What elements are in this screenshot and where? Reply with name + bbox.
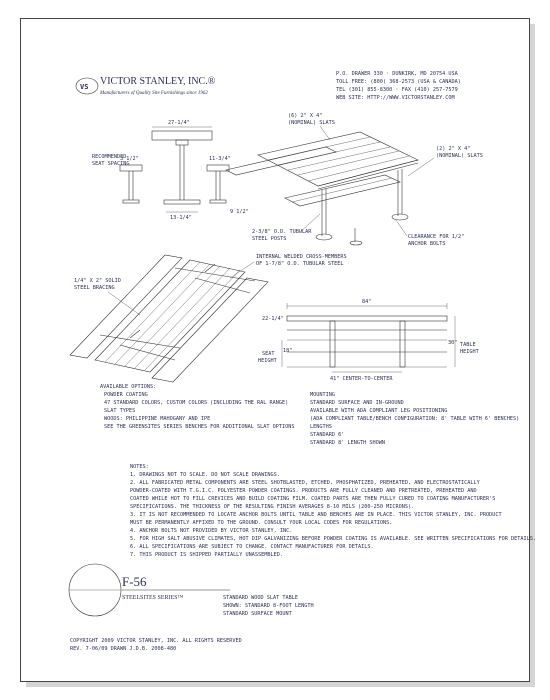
footer-block — [70, 638, 242, 652]
callout-cross-2: OF 1-7/8" O.D. TUBULAR STEEL — [256, 261, 344, 267]
contact-line-1: P.O. DRAWER 330 · DUNKIRK, MD 20754 USA — [336, 71, 458, 77]
dim-seat-spacing: 3 1/2" — [120, 156, 139, 162]
svg-text:SEE THE GREENSITES SERIES BE: SEE THE GREENSITES SERIES BENCHES FOR ADDITIONAL SLAT OPTIONS — [104, 424, 295, 430]
svg-text:2. ALL FABRICATED METAL COMPO: 2. ALL FABRICATED METAL COMPONENTS ARE STEEL SHOTBLASTED, ETCHED, PHOSPHATIZED, PREHEATED, AND ELECTROSTATICALLY — [130, 480, 480, 486]
dim-seat-height: 18" — [283, 348, 293, 354]
contact-line-2: TOLL FREE: (800) 368-2573 (USA & CANADA) — [336, 79, 461, 85]
seat-height-label-1: SEAT — [262, 351, 275, 357]
dim-base: 13-1/4" — [170, 215, 192, 221]
svg-text:STANDARD WOOD SLAT TABLE: STANDARD WOOD SLAT TABLE — [223, 595, 298, 601]
svg-text:47 STANDARD COLORS, CUSTOM COL: 47 STANDARD COLORS, CUSTOM COLORS (INCLUDING THE RAL RANGE) — [104, 400, 289, 406]
callout-slats-1: (6) 2" X 4" — [288, 113, 323, 119]
mounting-heading: MOUNTING — [310, 392, 335, 398]
svg-text:NOTES:: NOTES: — [130, 464, 149, 470]
seat-spacing-label-1: RECOMMENDED — [92, 154, 127, 160]
seat-height-label-2: HEIGHT — [258, 358, 277, 364]
seat-spacing-label-2: SEAT SPACING — [92, 161, 130, 167]
table-top-side — [152, 131, 212, 140]
dim-foot: 9 1/2" — [230, 209, 249, 215]
table-height-label-1: TABLE — [460, 342, 476, 348]
dim-top-width: 27-1/4" — [168, 120, 190, 126]
callout-seat-slats-1: (2) 2" X 4" — [436, 146, 471, 152]
svg-text:STANDARD SURFACE AND IN-GROUND: STANDARD SURFACE AND IN-GROUND — [310, 400, 404, 406]
svg-text:SLAT TYPES: SLAT TYPES — [104, 408, 136, 414]
company-tagline: Manufacturers of Quality Site Furnishings since 1962 — [100, 91, 208, 96]
contact-line-3: TEL (301) 855-8300 · FAX (410) 257-7579 — [336, 87, 458, 93]
svg-text:AVAILABLE WITH ADA COMPLIANT L: AVAILABLE WITH ADA COMPLIANT LEG POSITIONING — [310, 408, 448, 414]
copyright: COPYRIGHT 2009 VICTOR STANLEY, INC. ALL RIGHTS RESERVED — [70, 638, 242, 644]
svg-text:5. FOR HIGH SALT ABUSIVE CLIM: 5. FOR HIGH SALT ABUSIVE CLIMATES, HOT DIP GALVANIZING BEFORE POWDER COATING IS AVAILABLE. SEE WRITTEN SPECIFICATIONS FOR DETAILS. — [130, 536, 537, 542]
mounting-block — [310, 392, 519, 446]
table-base-side — [164, 200, 200, 204]
contact-line-4: WEB SITE: HTTP://WWW.VICTORSTANLEY.COM — [336, 95, 455, 101]
frame-underside-drawing — [70, 254, 347, 382]
svg-text:COATED WHILE HOT TO FILL CREVI: COATED WHILE HOT TO FILL CREVICES AND BUILD COATING FILM. COATED PARTS ARE THEN FULLY CURED TO COATING MANUFACTURER'S — [130, 496, 496, 502]
options-block — [100, 384, 295, 430]
company-name: VICTOR STANLEY, INC.® — [100, 76, 216, 87]
callout-posts-1: 2-3/8" O.D. TUBULAR — [252, 229, 312, 235]
dim-length: 84" — [362, 299, 372, 305]
svg-text:7. THIS PRODUCT IS SHIPPED PA: 7. THIS PRODUCT IS SHIPPED PARTIALLY UNASSEMBLED. — [130, 552, 284, 558]
table-top-front — [287, 316, 447, 321]
dim-table-height: 30" — [448, 340, 458, 346]
svg-text:1. DRAWINGS NOT TO SCALE. DO: 1. DRAWINGS NOT TO SCALE. DO NOT SCALE DRAWINGS. — [130, 472, 280, 478]
svg-text:POWDER COATING: POWDER COATING — [104, 392, 148, 398]
dim-seat: 11-3/4" — [209, 156, 231, 162]
dim-center: 41" CENTER-TO-CENTER — [330, 376, 393, 382]
callout-posts-2: STEEL POSTS — [252, 236, 287, 242]
svg-text:STANDARD SURFACE MOUNT: STANDARD SURFACE MOUNT — [223, 611, 292, 617]
dim-top: 22-1/4" — [262, 316, 284, 322]
notes-block — [130, 464, 536, 558]
contact-block — [336, 71, 461, 101]
table-height-label-2: HEIGHT — [460, 349, 479, 355]
front-view-drawing — [258, 299, 479, 382]
series-name: STEELSITES SERIES™ — [122, 595, 184, 601]
revision: REV. 7-06/09 DRAWN J.D.B. 2008-480 — [70, 646, 177, 652]
svg-text:6. ALL SPECIFICATIONS ARE SUB: 6. ALL SPECIFICATIONS ARE SUBJECT TO CHANGE. CONTACT MANUFACTURER FOR DETAILS. — [130, 544, 374, 550]
company-logo — [76, 76, 216, 96]
svg-text:POWDER-COATED WITH T.G.I.C. PO: POWDER-COATED WITH T.G.I.C. POLYESTER POWDER COATINGS. PRODUCTS ARE FULLY CLEANED AND PRETREATED, PREHEATED AND — [130, 488, 477, 494]
logo-initials: VS — [80, 83, 89, 91]
svg-text:MUST BE PERMANENTLY AFFIXED TO: MUST BE PERMANENTLY AFFIXED TO THE GROUND. CONSULT YOUR LOCAL CODES FOR REGULATIONS. — [130, 520, 393, 526]
svg-text:4. ANCHOR BOLTS NOT PROVIDED: 4. ANCHOR BOLTS NOT PROVIDED BY VICTOR STANLEY, INC. — [130, 528, 293, 534]
callout-slats-2: (NOMINAL) SLATS — [288, 120, 335, 126]
svg-text:STANDARD 8' LENGTH SHOWN: STANDARD 8' LENGTH SHOWN — [310, 440, 385, 446]
svg-text:SPECIFICATIONS. THE THICKNESS: SPECIFICATIONS. THE THICKNESS OF THE RESULTING FINISH AVERAGES 8-10 MILS (200-250 MICRONS). — [130, 504, 415, 510]
callout-bracing-2: STEEL BRACING — [74, 285, 115, 291]
isometric-table-drawing — [226, 113, 483, 247]
svg-text:3. IT IS NOT RECOMMENDED TO L: 3. IT IS NOT RECOMMENDED TO LOCATE ANCHOR BOLTS UNTIL TABLE AND BENCHES ARE IN PLACE. THIS VICTOR STANLEY, INC. PRODUCT — [130, 512, 502, 518]
side-view-drawing — [92, 120, 249, 221]
callout-cross-1: INTERNAL WELDED CROSS-MEMBERS — [256, 254, 347, 260]
options-heading: AVAILABLE OPTIONS: — [100, 384, 157, 390]
callout-bracing-1: 1/4" X 2" SOLID — [74, 278, 121, 284]
title-block — [69, 564, 314, 617]
svg-text:STANDARD 6': STANDARD 6' — [310, 432, 345, 438]
svg-text:WOODS: PHILIPPINE MAHOGANY AND: WOODS: PHILIPPINE MAHOGANY AND IPE — [104, 416, 211, 422]
svg-text:SHOWN: STANDARD 8-FOOT LENGTH: SHOWN: STANDARD 8-FOOT LENGTH — [223, 603, 314, 609]
callout-anchor-2: ANCHOR BOLTS — [408, 241, 446, 247]
svg-text:(ADA COMPLIANT TABLE/BENCH CON: (ADA COMPLIANT TABLE/BENCH CONFIGURATION: 8' TABLE WITH 6' BENCHES) — [310, 416, 520, 422]
callout-anchor-1: CLEARANCE FOR 1/2" — [408, 234, 465, 240]
svg-text:LENGTHS: LENGTHS — [310, 424, 332, 430]
model-number: F-56 — [122, 574, 147, 589]
callout-seat-slats-2: (NOMINAL) SLATS — [436, 153, 483, 159]
